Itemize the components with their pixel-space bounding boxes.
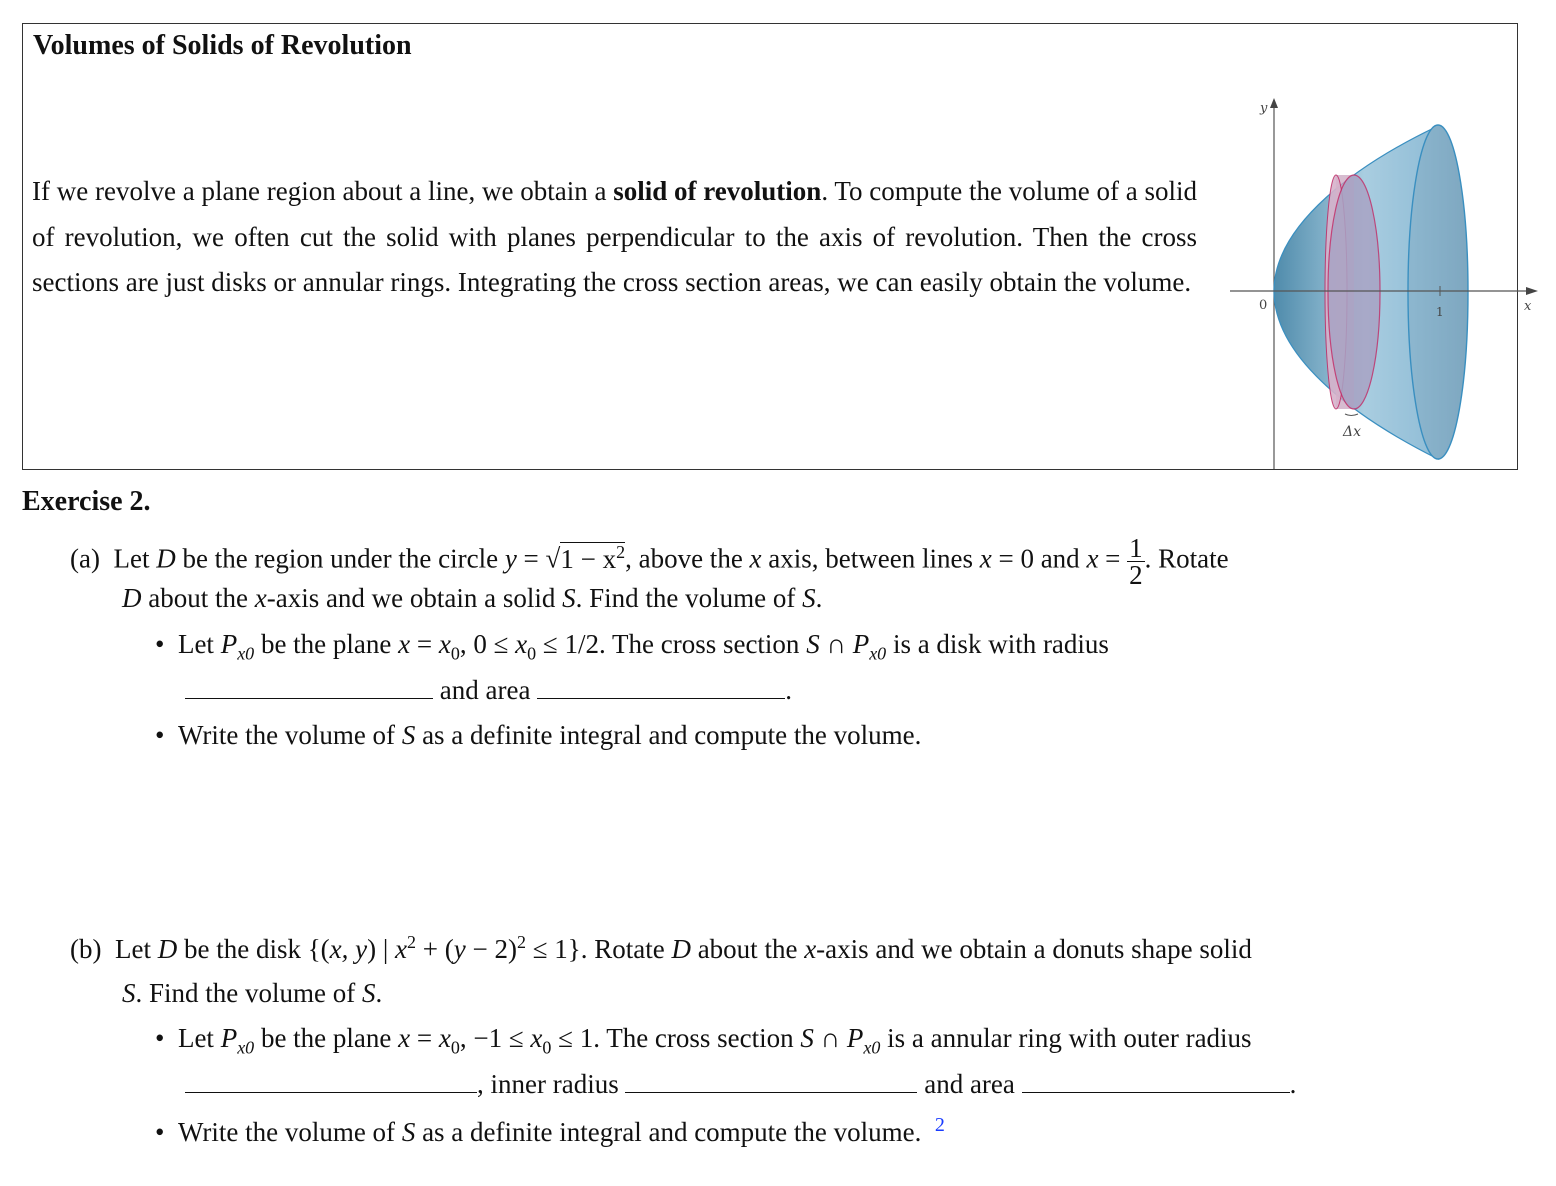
fraction-one-half: $\frac{1}{2}$ [1129, 533, 1143, 590]
part-b-line2: S. Find the volume of S. [122, 978, 383, 1008]
tick-label: 1 [1436, 305, 1444, 319]
solid-of-revolution-figure [1208, 74, 1532, 469]
intro-box [22, 23, 1532, 470]
part-a-bullet2: • Write the volume of S as a definite integral and compute the volume. [155, 720, 922, 750]
part-a-line1: (a) Let D be the region under the circle $y = √1 - x^2$, above the x axis, between lines x = 0 and x = $\frac{1}{2}$ . Rotate [70, 533, 1229, 590]
intro-paragraph: If we revolve a plane region about a line, we obtain a solid of revolution. To compute the volume of a solid of revolution, we often cut the solid with planes perpendicular to the axis of revolution. Then the cross sections are just disks or annular rings. Integrating the cross section areas, we can easily obtain the volume. [32, 176, 1197, 297]
ring-area-answer-blank[interactable] [1022, 1091, 1290, 1093]
area-answer-blank[interactable] [537, 697, 785, 699]
radius-answer-blank[interactable] [185, 697, 433, 699]
part-b-bullet1-line2: , inner radius and area . [185, 1069, 1296, 1100]
delta-x-label: Δx [1343, 424, 1362, 440]
disk-slice-right [1328, 175, 1380, 409]
origin-label: 0 [1259, 298, 1268, 313]
part-b-bullet2: • Write the volume of S as a definite integral and compute the volume. $^2$ [155, 1114, 945, 1147]
outer-radius-answer-blank[interactable] [185, 1091, 477, 1093]
exercise-title: Exercise 2. [22, 486, 151, 517]
inner-radius-answer-blank[interactable] [625, 1091, 917, 1093]
intro-bold-term: solid of revolution [613, 176, 822, 206]
delta-brace [1345, 414, 1358, 416]
footnote-link[interactable]: 2 [934, 1114, 945, 1136]
y-axis-arrow-icon [1270, 98, 1278, 108]
box-title: Volumes of Solids of Revolution [33, 30, 412, 61]
x-axis-label: x [1524, 299, 1532, 314]
x-axis-arrow-icon [1526, 287, 1538, 295]
y-axis-label: y [1260, 101, 1268, 116]
part-a-bullet1-line1: • Let $P_{x0}$ be the plane $x = x_0$, $0 \le x_0 \le 1/2$. The cross section S ∩ $P_{x0}$ is a disk with radius [155, 629, 1109, 664]
part-b-line1: (b) Let D be the disk {(x, y) | $x^2 + (y - 2)^2 \le 1$}. Rotate D about the x-axis and we obtain a donuts shape solid [70, 932, 1252, 964]
part-a-line2: D about the x-axis and we obtain a solid S. Find the volume of S. [122, 583, 823, 613]
part-a-bullet1-line2: and area . [185, 675, 792, 706]
solid-cap [1408, 125, 1468, 459]
part-b-bullet1-line1: • Let $P_{x0}$ be the plane $x = x_0$, $-1 \le x_0 \le 1$. The cross section S ∩ $P_{x0}$ is a annular ring with outer radius [155, 1023, 1252, 1058]
